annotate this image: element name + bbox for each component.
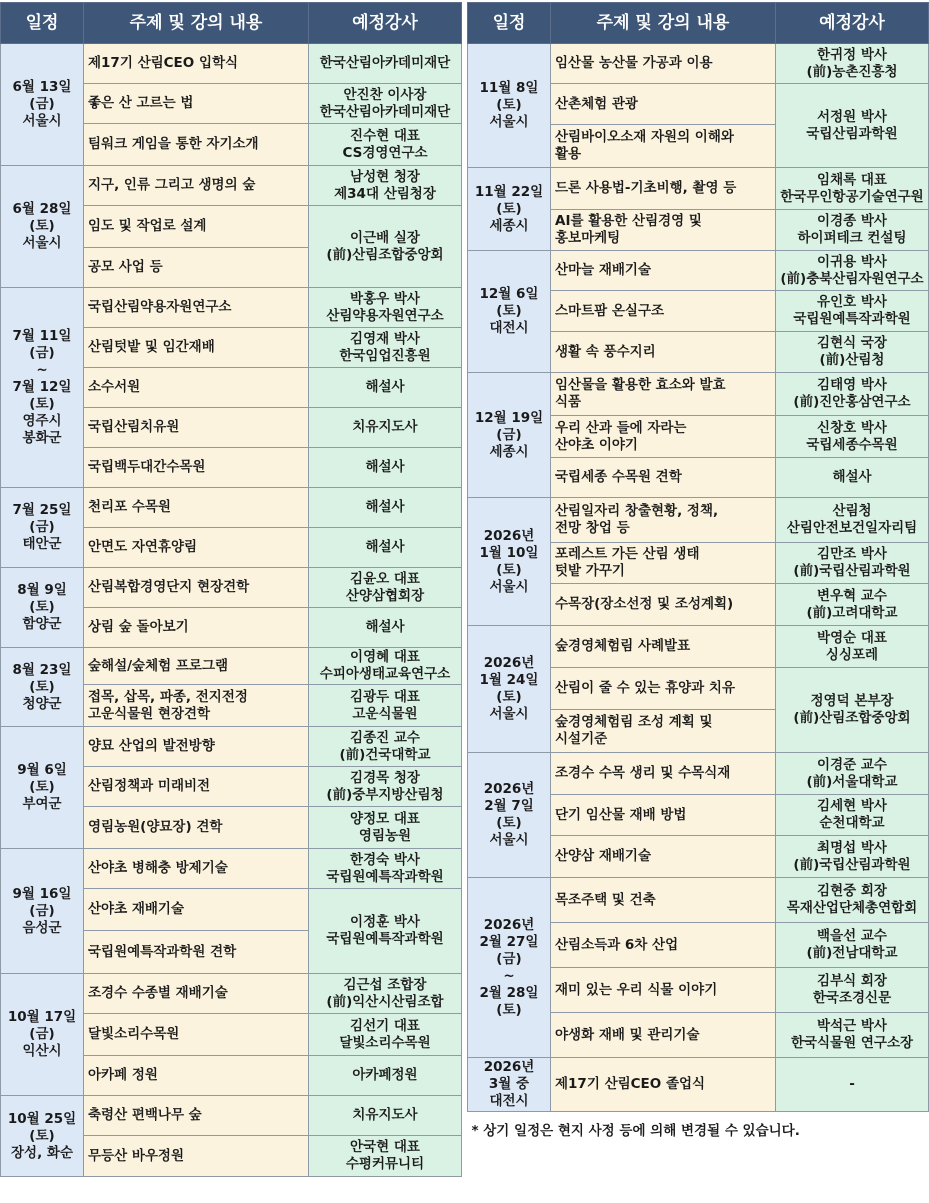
- session-date-cell: [468, 373, 551, 498]
- schedule-note: * 상기 일정은 현지 사정 등에 의해 변경될 수 있습니다.: [468, 1112, 929, 1152]
- lecturer-cell: [309, 368, 462, 408]
- topic-text: 축령산 편백나무 숲: [88, 1107, 202, 1123]
- lecturer-text: 한국산림아카데미재단: [319, 55, 451, 71]
- topic-cell: [551, 416, 776, 458]
- table-row: [468, 251, 929, 291]
- topic-cell: [84, 1136, 309, 1177]
- lecturer-cell: [776, 543, 929, 584]
- lecturer-text: 해설사: [832, 469, 872, 485]
- session-date: 11월 22일 (토) 세종시: [474, 183, 544, 234]
- topic-cell: [551, 543, 776, 584]
- lecturer-text: 산림청 산림안전보건일자리팀: [786, 503, 918, 536]
- topic-text: 포레스트 가든 산림 생태 텃밭 가꾸기: [555, 546, 700, 579]
- session-date: 2026년 1월 10일 (토) 서울시: [479, 527, 539, 595]
- topic-cell: [551, 878, 776, 923]
- lecturer-cell: [309, 328, 462, 368]
- session-date: 6월 28일 (토) 서울시: [12, 201, 72, 251]
- topic-cell: [84, 1014, 309, 1056]
- lecturer-text: -: [849, 1076, 855, 1092]
- session-date-cell: [1, 1096, 84, 1177]
- lecturer-text: 변우혁 교수 (前)고려대학교: [806, 587, 898, 621]
- table-row: [468, 1058, 929, 1112]
- topic-text: 국립산림약용자원연구소: [88, 299, 232, 315]
- table-row: [1, 488, 462, 528]
- session-date-cell: [468, 753, 551, 878]
- topic-text: 팀워크 게임을 통한 자기소개: [88, 136, 259, 152]
- topic-text: 국립원예특작과학원 견학: [88, 943, 237, 960]
- lecturer-text: 이경종 박사 하이퍼테크 컨설팅: [797, 213, 907, 246]
- table-row: [1, 727, 462, 767]
- topic-text: 임도 및 작업로 설계: [88, 218, 207, 234]
- session-date: 8월 23일 (토) 청양군: [12, 661, 72, 712]
- topic-cell: [551, 168, 776, 210]
- lecturer-cell: [309, 288, 462, 328]
- lecturer-cell: [776, 584, 929, 626]
- topic-text: 무등산 바우정원: [88, 1147, 184, 1164]
- topic-text: 수목장(장소선정 및 조성계획): [555, 596, 734, 612]
- table-row: [468, 168, 929, 210]
- topic-text: 산림일자리 창출현황, 정책, 전망 창업 등: [555, 503, 719, 536]
- lecturer-cell: [776, 668, 929, 753]
- lecturer-cell: [776, 1058, 929, 1112]
- topic-cell: [551, 373, 776, 416]
- topic-text: 숲해설/숲체험 프로그램: [88, 657, 229, 674]
- table-row: [468, 44, 929, 84]
- topic-text: 산촌체험 관광: [555, 95, 638, 112]
- session-date: 7월 25일 (금) 태안군: [12, 502, 72, 552]
- topic-text: 산림바이오소재 자원의 이해와 활용: [555, 129, 734, 162]
- lecturer-cell: [309, 1136, 462, 1177]
- session-date: 2026년 2월 27일 (금) ~ 2월 28일 (토): [479, 916, 539, 1018]
- table-row: [1, 44, 462, 84]
- lecturer-text: 이근배 실장 (前)산림조합중앙회: [326, 229, 444, 263]
- lecturer-cell: [776, 878, 929, 923]
- topic-text: 천리포 수목원: [88, 499, 171, 515]
- lecturer-cell: [309, 974, 462, 1014]
- lecturer-cell: [776, 332, 929, 373]
- lecturer-cell: [309, 166, 462, 206]
- lecturer-cell: [776, 1013, 929, 1058]
- lecturer-text: 유인호 박사 국립원예특작과학원: [793, 294, 911, 327]
- lecturer-text: 안진찬 이사장 한국산림아카데미재단: [319, 86, 451, 120]
- lecturer-cell: [309, 84, 462, 124]
- session-date: 10월 17일 (금) 익산시: [7, 1009, 77, 1059]
- session-date-cell: [468, 498, 551, 626]
- topic-text: 야생화 재배 및 관리기술: [555, 1026, 700, 1043]
- lecturer-text: 김영재 박사 한국임업진흥원: [339, 330, 431, 364]
- lecturer-text: 김경목 청장 (前)중부지방산림청: [326, 769, 444, 803]
- lecturer-cell: [309, 648, 462, 685]
- lecturer-text: 김현식 국장 (前)산림청: [817, 335, 887, 368]
- topic-cell: [84, 767, 309, 807]
- topic-text: 산림복합경영단지 현장견학: [88, 579, 250, 595]
- lecturer-text: 해설사: [365, 539, 405, 555]
- note-row: [468, 1112, 929, 1152]
- session-date-cell: [1, 288, 84, 488]
- topic-text: 접목, 삽목, 파종, 전지전정 고운식물원 현장견학: [88, 688, 248, 722]
- lecturer-text: 김윤오 대표 산양삼협회장: [345, 570, 425, 604]
- topic-text: AI를 활용한 산림경영 및 홍보마케팅: [555, 213, 702, 246]
- topic-cell: [551, 1058, 776, 1112]
- topic-text: 단기 임산물 재배 방법: [555, 806, 687, 823]
- session-date: 8월 9일 (토) 함양군: [17, 582, 67, 632]
- lecturer-cell: [309, 448, 462, 488]
- topic-text: 산마늘 재배기술: [555, 262, 651, 278]
- lecturer-cell: [309, 488, 462, 528]
- topic-cell: [551, 458, 776, 498]
- session-date-cell: [1, 44, 84, 166]
- table-row: [1, 568, 462, 608]
- topic-text: 달빛소리수목원: [88, 1026, 180, 1042]
- topic-cell: [551, 251, 776, 291]
- topic-text: 스마트팜 온실구조: [555, 302, 665, 319]
- session-date-cell: [1, 568, 84, 648]
- lecturer-text: 김만조 박사 (前)국립산림과학원: [793, 546, 911, 579]
- topic-text: 목조주택 및 건축: [555, 891, 656, 908]
- lecturer-text: 한경숙 박사 국립원예특작과학원: [326, 851, 444, 885]
- lecturer-cell: [309, 608, 462, 648]
- lecturer-cell: [776, 753, 929, 795]
- session-date: 12월 19일 (금) 세종시: [474, 409, 544, 460]
- topic-cell: [84, 528, 309, 568]
- session-date: 7월 11일 (금) ~ 7월 12일 (토) 영주시 봉화군: [12, 328, 72, 446]
- topic-cell: [84, 328, 309, 368]
- topic-cell: [551, 584, 776, 626]
- lecturer-cell: [776, 251, 929, 291]
- session-date-cell: [468, 251, 551, 373]
- topic-text: 우리 산과 들에 자라는 산야초 이야기: [555, 419, 687, 453]
- topic-cell: [84, 685, 309, 727]
- session-date-cell: [468, 168, 551, 251]
- lecturer-cell: [309, 408, 462, 448]
- topic-text: 지구, 인류 그리고 생명의 숲: [88, 177, 256, 193]
- lecturer-text: 정영덕 본부장 (前)산림조합중앙회: [793, 693, 911, 726]
- topic-cell: [551, 125, 776, 168]
- topic-cell: [84, 807, 309, 849]
- topic-cell: [551, 84, 776, 125]
- lecturer-cell: [309, 685, 462, 727]
- topic-text: 산림텃밭 및 임간재배: [88, 339, 215, 355]
- lecturer-text: 김광두 대표 고운식물원: [350, 688, 420, 722]
- topic-text: 조경수 수종별 재배기술: [88, 985, 228, 1001]
- lecturer-text: 김종진 교수 (前)건국대학교: [339, 729, 431, 763]
- lecturer-text: 박홍우 박사 산림약용자원연구소: [326, 290, 444, 324]
- session-date-cell: [468, 1058, 551, 1112]
- header-topic: 주제 및 강의 내용: [84, 3, 309, 44]
- lecturer-cell: [309, 206, 462, 288]
- topic-text: 재미 있는 우리 식물 이야기: [555, 981, 718, 998]
- session-date-cell: [468, 44, 551, 168]
- lecturer-cell: [309, 1096, 462, 1136]
- lecturer-text: 이영혜 대표 수피아생태교육연구소: [319, 649, 451, 682]
- lecturer-text: 이정훈 박사 국립원예특작과학원: [326, 914, 444, 947]
- schedule-table-right: [467, 2, 929, 1152]
- topic-cell: [84, 248, 309, 288]
- lecturer-cell: [776, 836, 929, 878]
- lecturer-cell: [776, 923, 929, 968]
- lecturer-text: 김부식 회장 한국조경신문: [812, 973, 892, 1006]
- lecturer-cell: [776, 210, 929, 251]
- topic-cell: [84, 849, 309, 889]
- lecturer-cell: [309, 568, 462, 608]
- topic-text: 안면도 자연휴양림: [88, 539, 198, 555]
- topic-text: 드론 사용법-기초비행, 촬영 등: [555, 180, 737, 196]
- topic-text: 공모 사업 등: [88, 259, 163, 275]
- lecturer-text: 백을선 교수 (前)전남대학교: [806, 928, 898, 961]
- lecturer-cell: [309, 528, 462, 568]
- topic-text: 영림농원(양묘장) 견학: [88, 819, 223, 835]
- topic-text: 상림 숲 돌아보기: [88, 619, 189, 635]
- topic-text: 숲경영체험림 조성 계획 및 시설기준: [555, 714, 713, 747]
- session-date: 2026년 3월 중 대전시: [483, 1059, 535, 1109]
- lecturer-text: 치유지도사: [352, 419, 418, 435]
- topic-text: 제17기 산림CEO 입학식: [88, 55, 239, 71]
- lecturer-cell: [776, 968, 929, 1013]
- lecturer-text: 이귀용 박사 (前)충북산림자원연구소: [780, 253, 924, 287]
- lecturer-cell: [776, 458, 929, 498]
- topic-cell: [551, 498, 776, 543]
- lecturer-text: 남성현 청장 제34대 산림청장: [334, 168, 436, 202]
- lecturer-cell: [309, 44, 462, 84]
- lecturer-cell: [309, 1056, 462, 1096]
- header-row: [468, 3, 929, 44]
- topic-cell: [551, 968, 776, 1013]
- lecturer-text: 아카페정원: [352, 1067, 418, 1083]
- topic-cell: [551, 836, 776, 878]
- session-date: 2026년 1월 24일 (토) 서울시: [479, 655, 539, 722]
- table-row: [1, 166, 462, 206]
- session-date: 6월 13일 (금) 서울시: [12, 79, 72, 129]
- table-row: [468, 373, 929, 416]
- topic-text: 좋은 산 고르는 법: [88, 95, 194, 111]
- topic-text: 국립백두대간수목원: [88, 459, 206, 475]
- topic-cell: [84, 166, 309, 206]
- topic-cell: [84, 44, 309, 84]
- session-date: 9월 16일 (금) 음성군: [12, 885, 72, 936]
- table-row: [1, 648, 462, 685]
- table-row: [1, 1096, 462, 1136]
- topic-text: 임산물 농산물 가공과 이용: [555, 55, 713, 71]
- header-row: [1, 3, 462, 44]
- topic-cell: [84, 931, 309, 974]
- topic-cell: [84, 889, 309, 931]
- lecturer-cell: [776, 795, 929, 836]
- topic-text: 국립세종 수목원 견학: [555, 469, 682, 485]
- topic-cell: [84, 488, 309, 528]
- lecturer-cell: [776, 168, 929, 210]
- session-date-cell: [1, 166, 84, 288]
- topic-cell: [84, 408, 309, 448]
- session-date-cell: [468, 626, 551, 753]
- topic-text: 산양삼 재배기술: [555, 848, 651, 864]
- topic-cell: [551, 626, 776, 668]
- lecturer-cell: [776, 498, 929, 543]
- lecturer-text: 김선기 대표 달빛소리수목원: [339, 1017, 431, 1051]
- session-date: 2026년 2월 7일 (토) 서울시: [483, 781, 535, 848]
- topic-text: 아카페 정원: [88, 1067, 158, 1083]
- lecturer-cell: [776, 44, 929, 84]
- topic-text: 생활 속 풍수지리: [555, 343, 656, 360]
- lecturer-text: 해설사: [365, 459, 405, 475]
- lecturer-text: 치유지도사: [352, 1107, 418, 1123]
- lecturer-text: 해설사: [365, 379, 405, 395]
- session-date: 9월 6일 (토) 부여군: [17, 762, 67, 812]
- lecturer-text: 서정원 박사 국립산림과학원: [806, 108, 898, 142]
- lecturer-cell: [309, 124, 462, 166]
- topic-cell: [551, 291, 776, 332]
- lecturer-cell: [776, 84, 929, 168]
- lecturer-text: 진수현 대표 CS경영연구소: [342, 127, 428, 161]
- topic-cell: [551, 332, 776, 373]
- lecturer-text: 김근섭 조합장 (前)익산시산림조합: [326, 976, 444, 1010]
- topic-text: 산림이 줄 수 있는 휴양과 치유: [555, 680, 735, 696]
- header-date: 일정: [468, 3, 551, 44]
- lecturer-cell: [309, 1014, 462, 1056]
- topic-cell: [551, 753, 776, 795]
- session-date-cell: [468, 878, 551, 1058]
- table-row: [468, 753, 929, 795]
- schedule-table-left: [0, 2, 462, 1177]
- topic-text: 산야초 재배기술: [88, 901, 184, 917]
- topic-cell: [84, 1096, 309, 1136]
- lecturer-text: 박영순 대표 싱싱포레: [817, 629, 887, 663]
- topic-text: 산림소득과 6차 산업: [555, 936, 679, 953]
- topic-cell: [84, 84, 309, 124]
- lecturer-cell: [309, 807, 462, 849]
- topic-cell: [551, 668, 776, 710]
- topic-text: 양묘 산업의 발전방향: [88, 738, 215, 754]
- topic-cell: [551, 1013, 776, 1058]
- topic-cell: [84, 608, 309, 648]
- topic-text: 숲경영체험림 사례발표: [555, 638, 691, 654]
- topic-cell: [551, 710, 776, 753]
- lecturer-text: 김태영 박사 (前)진안홍삼연구소: [793, 377, 911, 410]
- lecturer-cell: [309, 889, 462, 974]
- session-date-cell: [1, 648, 84, 727]
- lecturer-text: 해설사: [365, 499, 405, 515]
- lecturer-cell: [309, 727, 462, 767]
- header-lecturer: 예정강사: [776, 3, 929, 44]
- topic-cell: [84, 568, 309, 608]
- topic-cell: [84, 288, 309, 328]
- session-date: 11월 8일 (토) 서울시: [479, 80, 539, 130]
- topic-cell: [551, 44, 776, 84]
- topic-text: 제17기 산림CEO 졸업식: [555, 1076, 706, 1092]
- topic-cell: [551, 210, 776, 251]
- lecturer-text: 최명섭 박사 (前)국립산림과학원: [793, 839, 911, 873]
- lecturer-cell: [309, 767, 462, 807]
- lecturer-text: 양정모 대표 영림농원: [350, 810, 420, 844]
- lecturer-text: 박석근 박사 한국식물원 연구소장: [790, 1018, 914, 1051]
- lecturer-cell: [776, 291, 929, 332]
- topic-cell: [84, 448, 309, 488]
- topic-cell: [84, 974, 309, 1014]
- header-topic: 주제 및 강의 내용: [551, 3, 776, 44]
- lecturer-cell: [776, 373, 929, 416]
- topic-text: 소수서원: [88, 379, 141, 395]
- lecturer-text: 한귀정 박사 (前)농촌진흥청: [806, 46, 898, 80]
- table-row: [468, 878, 929, 923]
- topic-cell: [551, 923, 776, 968]
- lecturer-text: 김세현 박사 순천대학교: [817, 798, 887, 831]
- lecturer-text: 안국현 대표 수평커뮤니티: [345, 1139, 425, 1172]
- session-date: 10월 25일 (토) 장성, 화순: [7, 1110, 77, 1161]
- header-lecturer: 예정강사: [309, 3, 462, 44]
- topic-cell: [84, 124, 309, 166]
- lecturer-cell: [776, 626, 929, 668]
- session-date-cell: [1, 727, 84, 849]
- session-date-cell: [1, 974, 84, 1096]
- lecturer-text: 해설사: [365, 619, 405, 635]
- topic-text: 국립산림치유원: [88, 419, 180, 435]
- topic-cell: [84, 727, 309, 767]
- topic-text: 산림정책과 미래비전: [88, 778, 211, 794]
- topic-cell: [551, 795, 776, 836]
- session-date-cell: [1, 488, 84, 568]
- table-row: [1, 288, 462, 328]
- lecturer-cell: [776, 416, 929, 458]
- table-row: [1, 849, 462, 889]
- table-row: [468, 498, 929, 543]
- lecturer-text: 이경준 교수 (前)서울대학교: [806, 756, 898, 790]
- lecturer-cell: [309, 849, 462, 889]
- session-date: 12월 6일 (토) 대전시: [479, 286, 539, 336]
- topic-cell: [84, 1056, 309, 1096]
- lecturer-text: 신창호 박사 국립세종수목원: [806, 419, 898, 453]
- session-date-cell: [1, 849, 84, 974]
- table-row: [468, 626, 929, 668]
- topic-text: 임산물을 활용한 효소와 발효 식품: [555, 377, 726, 410]
- topic-text: 조경수 수목 생리 및 수목식재: [555, 765, 731, 781]
- topic-cell: [84, 368, 309, 408]
- topic-cell: [84, 648, 309, 685]
- topic-cell: [84, 206, 309, 248]
- lecturer-text: 김현중 회장 목재산업단체총연합회: [786, 883, 918, 916]
- header-date: 일정: [1, 3, 84, 44]
- lecturer-text: 임채록 대표 한국무인항공기술연구원: [780, 171, 924, 205]
- table-row: [1, 974, 462, 1014]
- topic-text: 산야초 병해충 방제기술: [88, 860, 228, 876]
